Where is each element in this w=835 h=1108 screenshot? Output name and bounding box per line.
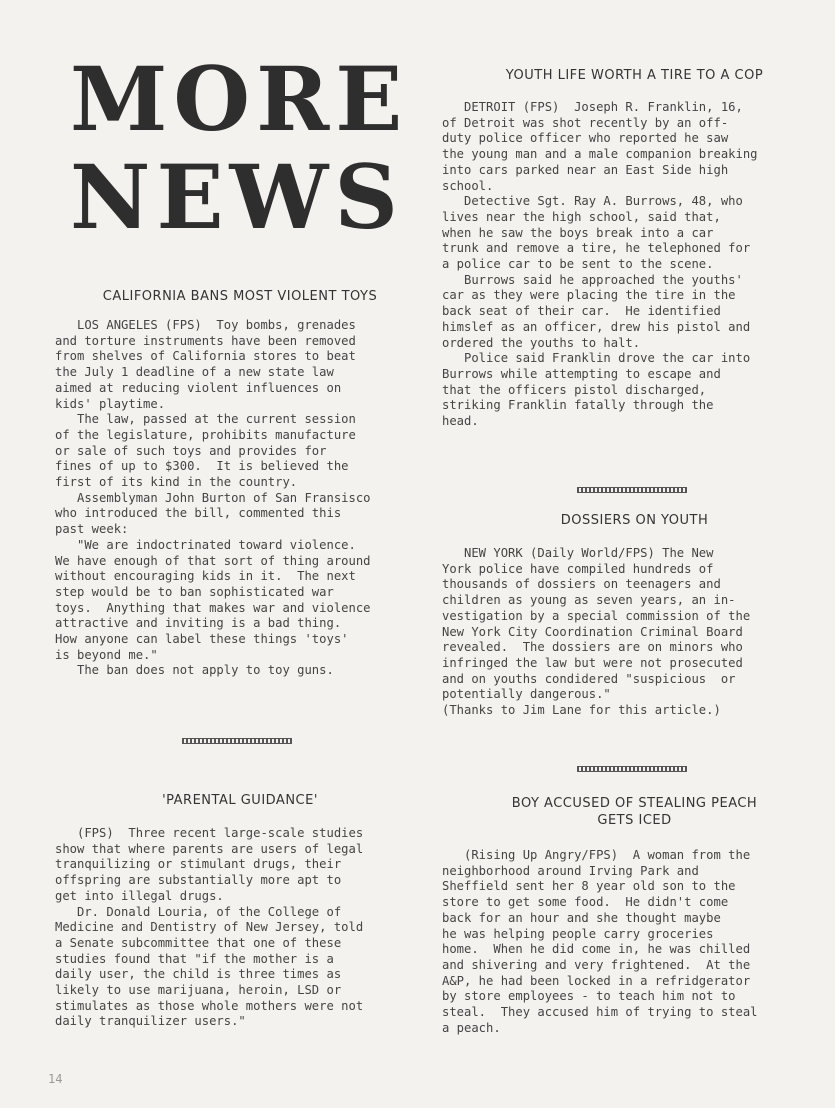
article-title: DOSSIERS ON YOUTH	[560, 513, 709, 528]
article-title-line: GETS ICED	[597, 813, 672, 828]
article-title: 'PARENTAL GUIDANCE'	[162, 793, 318, 808]
section-divider	[577, 766, 687, 772]
page-number: 14	[48, 1072, 63, 1086]
article-body: (Rising Up Angry/FPS) A woman from the neighborhood around Irving Park and Sheffield sent her 8 year old son to the store to get some food. He didn't come back for an hour and she thought maybe he was helping people carry groceries home. When he did come in, he was chilled and shivering and very frightened. At the A&P, he had been locked in a refridgerator by store employees - to teach him not to steal. They accused him of trying to steal a peach.	[442, 848, 758, 1035]
article-title: YOUTH LIFE WORTH A TIRE TO A COP	[505, 68, 764, 83]
masthead-line-1: MORE	[70, 47, 409, 151]
article-body: LOS ANGELES (FPS) Toy bombs, grenades and torture instruments have been removed from shelves of California stores to beat the July 1 deadline of a new state law aimed at reducing violent influences on kids' playtime. The law, passed at the current session of the legislature, prohibits manufacture or sale of such toys and provides for fines of up to $300. It is believed the first of its kind in the country. Assemblyman John Burton of San Fransisco who introduced the bill, commented this past week: "We are indoctrinated toward violence. We have enough of that sort of thing around without encouraging kids in it. The next step would be to ban sophisticated war toys. Anything that makes war and violence attractive and inviting is a bad thing. How anyone can label these things 'toys' is beyond me." The ban does not apply to toy guns.	[55, 318, 371, 678]
article-title-line: BOY ACCUSED OF STEALING PEACH	[511, 796, 758, 811]
article-body: NEW YORK (Daily World/FPS) The New York police have compiled hundreds of thousands of dossiers on teenagers and children as young as seven years, an in- vestigation by a special commission of the New York City Coordination Criminal Board revealed. The dossiers are on minors who infringed the law but were not prosecuted and on youths condidered "suspicious or potentially dangerous." (Thanks to Jim Lane for this article.)	[442, 546, 751, 718]
article-body: DETROIT (FPS) Joseph R. Franklin, 16, of Detroit was shot recently by an off- duty police officer who reported he saw the young man and a male companion breaking into cars parked near an East Side high school. Detective Sgt. Ray A. Burrows, 48, who lives near the high school, said that, when he saw the boys break into a car trunk and remove a tire, he telephoned for a police car to be sent to the scene. Burrows said he approached the youths' car as they were placing the tire in the back seat of their car. He identified himslef as an officer, drew his pistol and ordered the youths to halt. Police said Franklin drove the car into Burrows while attempting to escape and that the officers pistol discharged, striking Franklin fatally through the head.	[442, 100, 758, 429]
section-divider	[577, 487, 687, 493]
article-body: (FPS) Three recent large-scale studies show that where parents are users of legal tranquilizing or stimulant drugs, their offspring are substantially more apt to get into illegal drugs. Dr. Donald Louria, of the College of Medicine and Dentistry of New Jersey, told a Senate subcommittee that one of these studies found that "if the mother is a daily user, the child is three times as likely to use marijuana, heroin, LSD or stimulates as those whole mothers were not daily tranquilizer users."	[55, 826, 364, 1029]
article-title	[442, 795, 827, 829]
masthead-line-2: NEWS	[70, 145, 404, 249]
masthead	[70, 47, 409, 249]
section-divider	[182, 738, 292, 744]
article-title: CALIFORNIA BANS MOST VIOLENT TOYS	[102, 289, 378, 304]
